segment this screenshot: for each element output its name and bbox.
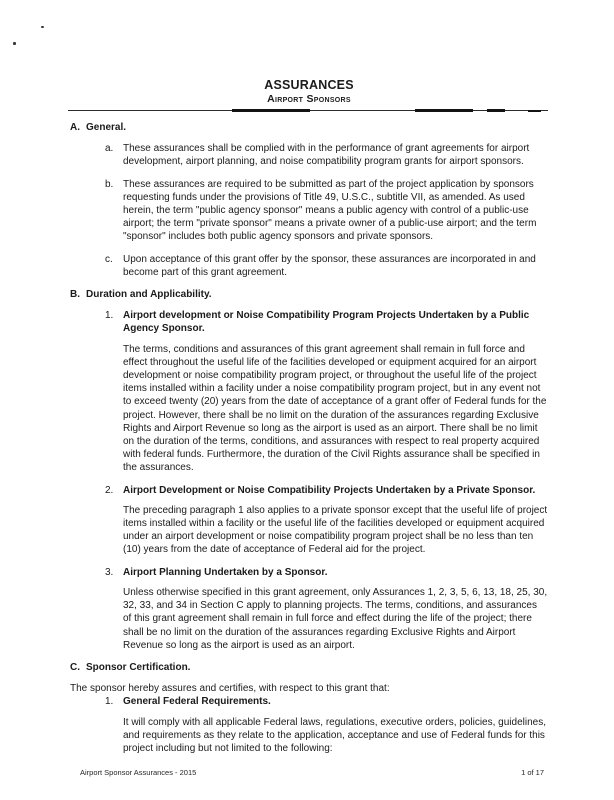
item-heading: Airport Development or Noise Compatibility Projects Undertaken by a Private Sponsor.: [123, 484, 536, 496]
item-heading: Airport development or Noise Compatibility Program Projects Undertaken by a Public Agency Sponsor.: [123, 310, 530, 335]
item-paragraph: These assurances shall be complied with in the performance of grant agreements for airport development, airport planning, and noise compatibility program grants for airport sponsors.: [123, 143, 530, 168]
section-general: [70, 121, 548, 279]
section-heading-row: [70, 288, 548, 301]
item-heading: General Federal Requirements.: [123, 696, 271, 708]
section-duration-applicability: [70, 288, 548, 652]
footer-document-title: Airport Sponsor Assurances - 2015: [80, 768, 197, 777]
section-heading: Duration and Applicability.: [86, 289, 212, 301]
section-intro-paragraph: The sponsor hereby assures and certifies, with respect to this grant that:: [70, 683, 390, 695]
item-label: 1.: [105, 696, 114, 708]
item-paragraph: Upon acceptance of this grant offer by the sponsor, these assurances are incorporated in and become part of this grant agreement.: [123, 253, 536, 278]
page-footer: [80, 768, 544, 777]
item-paragraph: It will comply with all applicable Federal laws, regulations, executive orders, policies, guidelines, and requirements as they relate to the application, acceptance and use of Federal funds for this project including but not limited to the following:: [123, 716, 546, 754]
page-subtitle: Airport Sponsors: [267, 93, 351, 105]
item-paragraph: The preceding paragraph 1 also applies to a private sponsor except that the useful life of project items installed within a facility or the useful life of the facilities developed or equipment acquired under an airport development or noise compatibility program project shall be no less than ten (10) years from the date of acceptance of Federal aid for the project.: [123, 504, 548, 556]
item-paragraph: These assurances are required to be submitted as part of the project application by sponsors requesting funds under the provisions of Title 49, U.S.C., subtitle VII, as amended. As used herein, the term "public agency sponsor" means a public agency with control of a public-use airport; the term "private sponsor" means a private owner of a public-use airport; and the term "sponsor" includes both public agency sponsors and private sponsors.: [123, 178, 537, 243]
page-title: ASSURANCES: [264, 78, 354, 92]
item-label: a.: [105, 143, 114, 155]
scan-artifact-dot: [13, 42, 16, 45]
footer-page-number: 1 of 17: [521, 768, 544, 777]
list-item: [70, 309, 548, 474]
section-heading: Sponsor Certification.: [86, 661, 191, 673]
section-label: C.: [70, 661, 80, 673]
item-label: c.: [105, 253, 113, 265]
list-item: [70, 178, 548, 244]
item-heading: Airport Planning Undertaken by a Sponsor.: [123, 566, 328, 578]
section-heading-row: [70, 121, 548, 134]
scan-artifact-dot: [41, 26, 44, 28]
list-item: [70, 695, 548, 755]
list-item: [70, 566, 548, 652]
list-item: [70, 142, 548, 168]
document-content: [70, 78, 548, 764]
item-paragraph: The terms, conditions and assurances of this grant agreement shall remain in full force and effect throughout the useful life of the facilities developed or equipment acquired for an airport development or noise compatibility program project, or throughout the useful life of the project items installed within a facility under a noise compatibility program project, but in any event not to exceed twenty (20) years from the date of acceptance of a grant offer of Federal funds for the project. However, there shall be no limit on the duration of the assurances regarding Exclusive Rights and Airport Revenue so long as the airport is used as an airport. There shall be no limit on the duration of the terms, conditions, and assurances with respect to real property acquired with federal funds. Furthermore, the duration of the Civil Rights assurance shall be specified in the assurances.: [123, 343, 547, 474]
item-label: 2.: [105, 484, 114, 496]
list-item: [70, 253, 548, 279]
list-item: [70, 484, 548, 557]
section-label: A.: [70, 122, 80, 133]
section-heading-row: [70, 661, 548, 674]
section-label: B.: [70, 289, 80, 301]
item-paragraph: Unless otherwise specified in this grant agreement, only Assurances 1, 2, 3, 5, 6, 13, 18, 25, 30, 32, 33, and 34 in Section C apply to planning projects. The terms, conditions, and assurances of this grant agreement shall remain in full force and effect during the life of the project; there shall be no limit on the duration of the assurances regarding Exclusive Rights and Airport Revenue so long as the airport is used as an airport.: [123, 586, 548, 651]
header-rule: [70, 109, 548, 112]
item-label: 3.: [105, 566, 114, 578]
section-heading: General.: [86, 122, 127, 133]
item-label: b.: [105, 178, 114, 190]
section-sponsor-certification: [70, 661, 548, 755]
item-label: 1.: [105, 310, 114, 322]
